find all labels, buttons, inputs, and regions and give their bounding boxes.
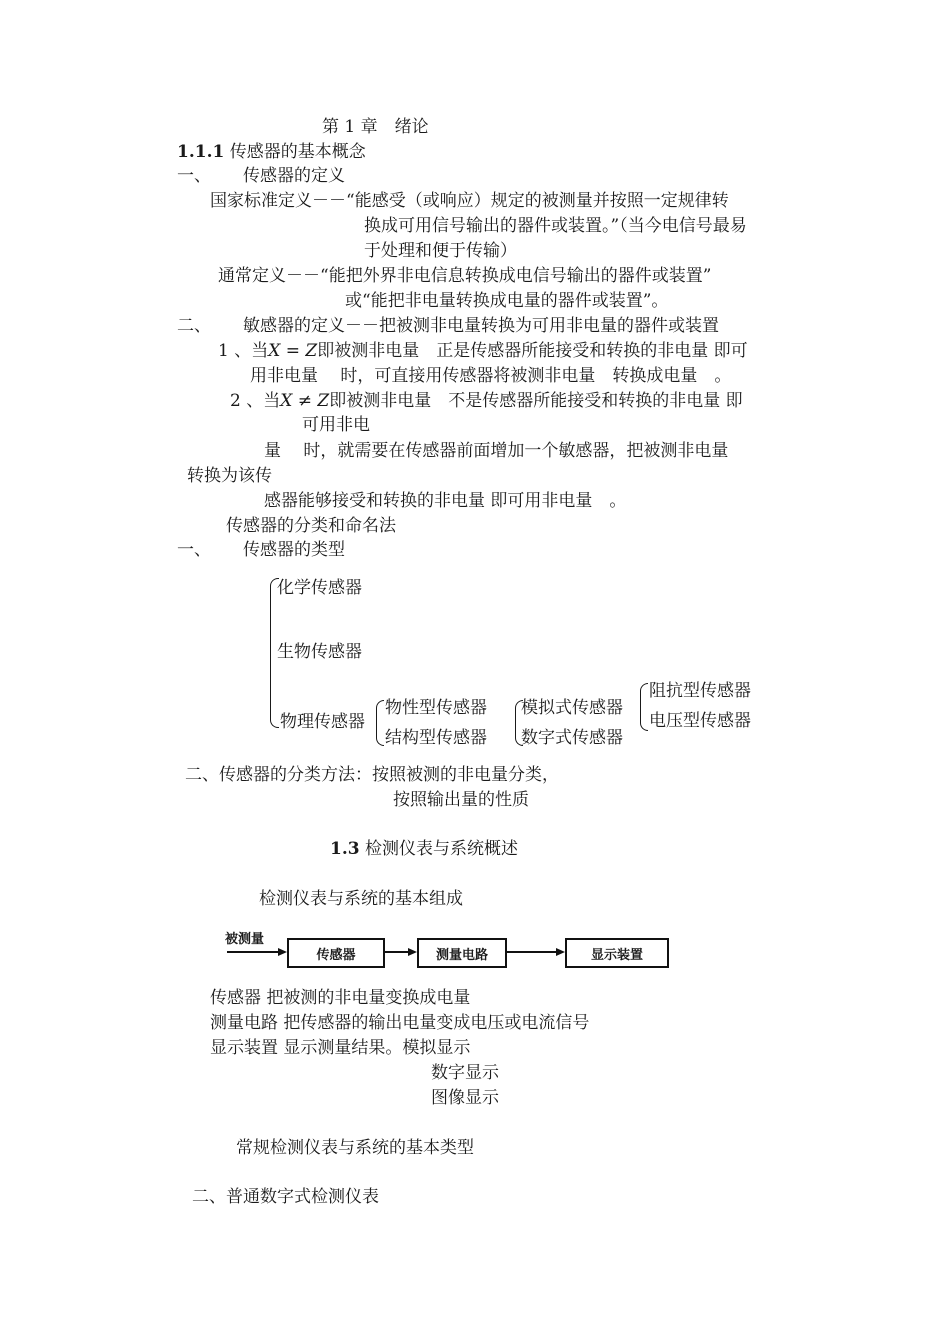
classification-method-line-1: 二、传感器的分类方法：按照被测的非电量分类，: [185, 765, 559, 785]
digital-sensor-label: 数字式传感器: [521, 728, 623, 748]
item-1-equation: X = Z: [268, 341, 318, 361]
basic-types-heading: 常规检测仪表与系统的基本类型: [236, 1138, 474, 1158]
classification-heading: 传感器的分类和命名法: [226, 516, 396, 536]
digital-instrument-heading: 二、普通数字式检测仪表: [192, 1187, 379, 1207]
item-1-prefix: 1 、当: [218, 341, 269, 361]
tree-brace-analog: [640, 683, 648, 731]
impedance-sensor-label: 阻抗型传感器: [649, 681, 751, 701]
classification-method-line-2: 按照输出量的性质: [393, 790, 529, 810]
section-1-3-heading: [330, 838, 518, 860]
display-device-description: 显示装置 显示测量结果。模拟显示: [210, 1038, 471, 1058]
item-2-prefix: 2 、当: [230, 391, 281, 411]
chemical-sensor-label: 化学传感器: [277, 578, 362, 598]
image-display-item: 图像显示: [431, 1088, 499, 1108]
section-number: 1.1.1: [177, 142, 225, 162]
composition-heading: 检测仪表与系统的基本组成: [259, 889, 463, 909]
national-definition-line-3: 于处理和便于传输）: [364, 241, 517, 261]
biological-sensor-label: 生物传感器: [277, 642, 362, 662]
voltage-sensor-label: 电压型传感器: [649, 711, 751, 731]
physical-property-sensor-label: 物性型传感器: [385, 698, 487, 718]
item-1-line-2: 用非电量 时，可直接用传感器将被测非电量 转换成电量 。: [250, 366, 732, 386]
display-device-block: 显示装置: [565, 938, 669, 968]
item-1-text: 即被测非电量 正是传感器所能接受和转换的非电量 即可: [317, 341, 748, 361]
item-2-line-5: 感器能够接受和转换的非电量 即可用非电量 。: [264, 491, 627, 511]
sensor-block: 传感器: [287, 938, 385, 968]
national-definition-line-2: 换成可用信号输出的器件或装置。”（当今电信号最易: [364, 216, 747, 236]
sensor-description: 传感器 把被测的非电量变换成电量: [210, 988, 471, 1008]
section-1-1-1-heading: [177, 141, 366, 163]
item-2-line-3: 量 时，就需要在传感器前面增加一个敏感器，把被测非电量: [264, 441, 729, 461]
physical-sensor-label: 物理传感器: [280, 712, 365, 732]
section-title: 传感器的基本概念: [229, 142, 366, 162]
common-definition-line-1: 通常定义－－“能把外界非电信息转换成电信号输出的器件或装置”: [218, 266, 712, 286]
sensor-types-heading: 传感器的类型: [243, 540, 345, 560]
analog-sensor-label: 模拟式传感器: [521, 698, 623, 718]
item-2-equation: X ≠ Z: [280, 391, 330, 411]
item-2-line-1: [230, 390, 743, 412]
heading-number: 一、: [177, 540, 211, 560]
item-2-line-4: 转换为该传: [187, 466, 272, 486]
heading-number: 二、: [177, 316, 211, 336]
input-quantity-label: 被测量: [225, 932, 265, 947]
chapter-title: 第 1 章 绪论: [322, 117, 429, 137]
item-2-text: 即被测非电量 不是传感器所能接受和转换的非电量 即: [329, 391, 743, 411]
digital-display-item: 数字显示: [431, 1063, 499, 1083]
instrument-block-diagram: [225, 930, 675, 975]
item-2-line-2: 可用非电: [302, 415, 370, 435]
sensitive-element-definition: 敏感器的定义－－把被测非电量转换为可用非电量的器件或装置: [243, 316, 719, 336]
national-definition-line-1: 国家标准定义－－“能感受（或响应）规定的被测量并按照一定规律转: [210, 191, 729, 211]
section-number: 1.3: [330, 839, 360, 859]
heading-number: 一、: [177, 166, 211, 186]
common-definition-line-2: 或“能把非电量转换成电量的器件或装置”。: [345, 291, 669, 311]
item-1-line-1: [218, 340, 748, 362]
sensor-definition-heading: 传感器的定义: [243, 166, 345, 186]
tree-brace-physical: [376, 700, 384, 746]
measurement-circuit-description: 测量电路 把传感器的输出电量变成电压或电流信号: [210, 1013, 590, 1033]
structural-sensor-label: 结构型传感器: [385, 728, 487, 748]
measurement-circuit-block: 测量电路: [417, 938, 507, 968]
section-title: 检测仪表与系统概述: [364, 839, 518, 859]
